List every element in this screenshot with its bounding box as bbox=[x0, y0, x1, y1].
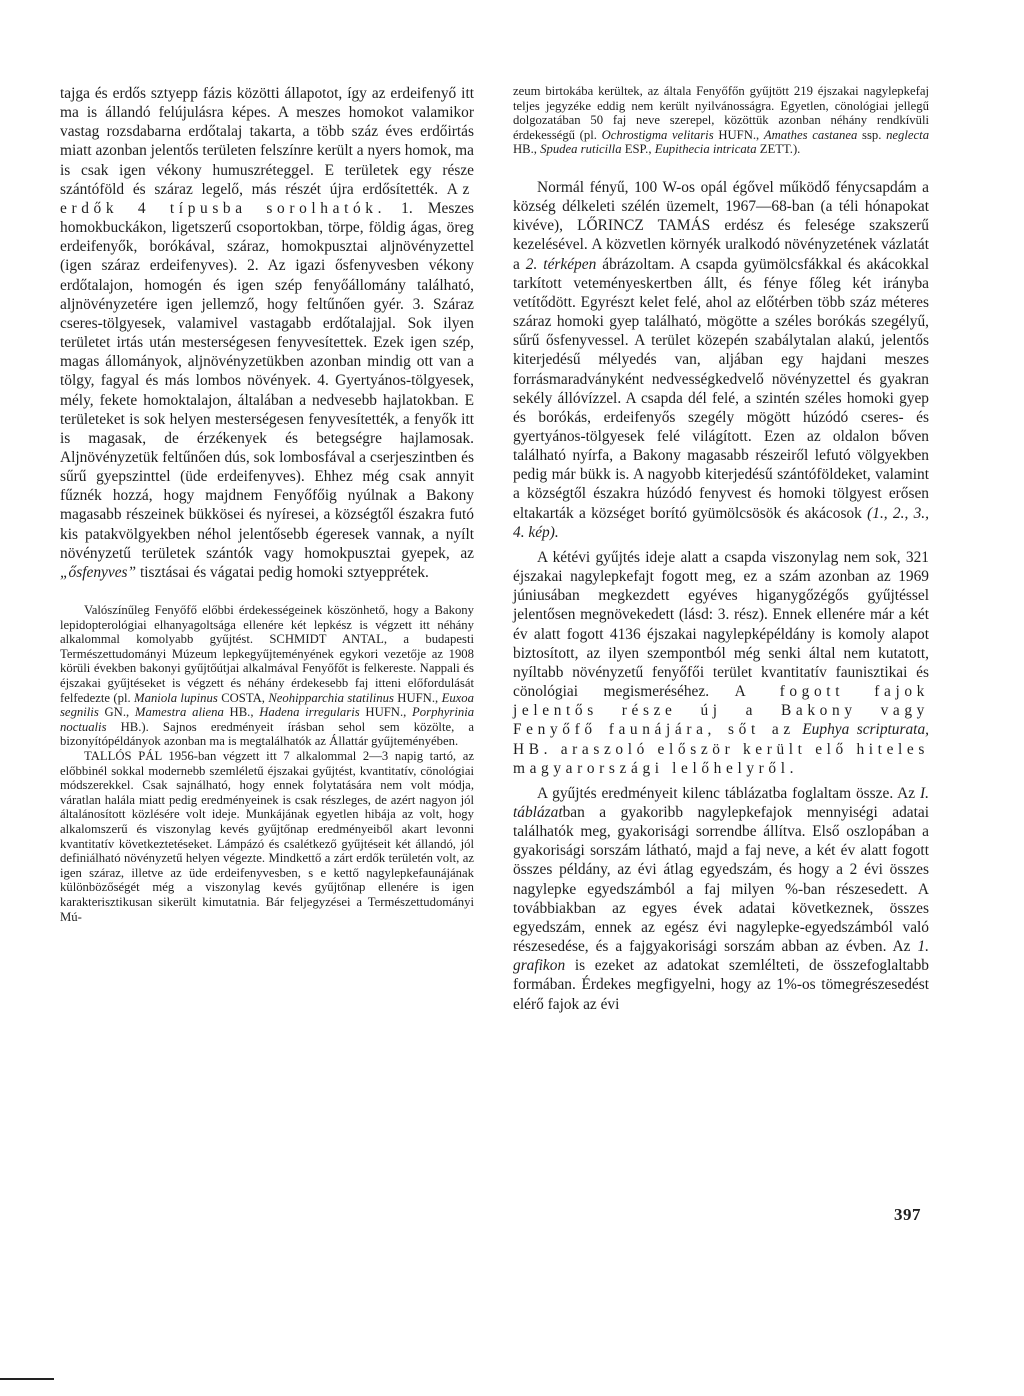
author-abbrev: HUFN., bbox=[365, 705, 407, 720]
spaced-emphasis-2: HB. araszoló először került elő hiteles magyarországi lelőhelyről. bbox=[513, 740, 929, 777]
species-name: Euphya scripturata, bbox=[802, 721, 929, 739]
page-number: 397 bbox=[894, 1205, 921, 1224]
species-name: Neohipparchia statilinus bbox=[268, 690, 394, 705]
species-name: Maniola lupinus bbox=[134, 690, 218, 705]
author-abbrev: HB., bbox=[229, 705, 254, 720]
collection-text: A kétévi gyűjtés ideje alatt a csapda viszonylag nem sok, 321 éjszakai nagylepkefajt fogott meg, ez a szám azonban az 1969 júniusában megkezdett egyéves higanygőzégős gyűjtéssel jelentősen megnövekedett (lásd: 3. rész). Ennek ellenére már a két év alatt fogott 4136 éjszakai nagylepképéldány is komoly alapot biztosított, az ilyen szempontból még senki által nem kutatott, nyíltabb növényzetű fenyőfői terület kvantitatív faunisztikai és cönológiai megismeréséhez. bbox=[513, 548, 929, 701]
left-column bbox=[60, 84, 474, 924]
species-name: Eupithecia intricata bbox=[654, 142, 757, 157]
species-name: neglecta bbox=[886, 127, 930, 142]
light-trap-text: Normál fényű, 100 W-os opál égővel működő fénycsapdám a község délkeleti szélén üzemelt, 1967—68-ban (a téli hónapokat kivéve), LŐRINCZ TAMÁS erdész és felesége szakszerű kezelésével. A közvetlen környék uralkodó növényzetének vázlatát a bbox=[513, 178, 929, 273]
corner-mark bbox=[0, 1378, 54, 1380]
tallos-continuation bbox=[513, 84, 929, 157]
results-text: A gyűjtés eredményeit kilenc táblázatba foglaltam össze. Az bbox=[537, 784, 916, 802]
author-abbrev: HB., bbox=[513, 142, 537, 157]
author-abbrev: ZETT.). bbox=[759, 142, 801, 157]
author-abbrev: GN., bbox=[104, 705, 130, 720]
schmidt-paragraph bbox=[60, 603, 474, 749]
species-name: Mamestra aliena bbox=[134, 705, 224, 720]
forest-types-paragraph bbox=[60, 84, 474, 582]
species-name: Euxoa segnilis bbox=[60, 690, 474, 720]
schmidt-text: Valószínűleg Fenyőfő előbbi érdekességeinek köszönhető, hogy a Bakony lepidopterológiai elhanyagoltsága ellenére két lepkész is végzett itt néhány alkalommal komolyabb gyűjtést. SCHMIDT ANTAL, a budapesti Természettudományi Múzeum lepkegyűjteményének egykori vezetője az 1908 körüli években bakonyi gyűjtőútjai alkalmával Fenyőfőt is felkereste. Nappali és éjszakai gyűjtéseket is végzett és néhány érdekesebb faj itteni előfordulását felfedezte (pl. bbox=[60, 603, 474, 705]
species-name: Ochrostigma velitaris bbox=[601, 127, 714, 142]
species-name: Porphyrinia noctualis bbox=[60, 705, 475, 734]
light-trap-text-2: ábrázoltam. A csapda gyümölcsfákkal és akácokkal tarkított veteményeskertben állt, és fénye főleg két irányba vetítődött. Egyrészt kelet felé, ahol az előtérben több száz méteres száraz homoki gyep található, mögötte a széles borókás szegélyű, sűrű ősfenyvessel. A terület közepén szabálytalan alakú, jelentős kiterjedésű mélyedés van, aljában egy hajdani meszes forrásmaradványként nedvességkedvelő növényzettel és gyakran sekély állóvízzel. A csapda dél felé, a szintén széles homoki gyep és borókás, erdeifenyős szegély mögött húzódó cseres- és gyertyános-tölgyesek felé világított. Ezen az oldalon bőven található nyírfa, a Bakony magasabb részeiről lefutó völgyekben pedig már bükk is. A nagyobb kiterjedésű szántóföldeket, valamint a községtől északra húzódó fenyvest és homoki tölgyest erősen eltakarták a községet borító gyümölcsösök és akácosok bbox=[513, 255, 929, 522]
forest-intro-text: tajga és erdős sztyepp fázis közötti állapotot, így az erdeifenyő itt ma is állandó felújulásra képes. A meszes homokot valamikor vastag rozsdabarna erdőtalaj takarta, a több száz éves erdőirtás miatt azonban jelentős területen felszínre került a nyers homok, ma is csak igen vékony humuszréteggel. E területek egy része szántóföld és száraz legelő, más részét újra erdősítették. bbox=[60, 85, 474, 198]
schmidt-text-end: HB.). Sajnos eredményeit írásban sehol sem közölte, a bizonyítópéldányok azonban ma is megtalálhatók az Állattár gyűjteményében. bbox=[60, 719, 474, 749]
author-abbrev: HUFN., bbox=[397, 690, 439, 705]
light-trap-paragraph bbox=[513, 178, 929, 542]
tallos-cont-text: zeum birtokába kerültek, az általa Fenyőfőn gyűjtött 219 éjszakai nagylepkefaj teljes jegyzéke eddig nem került nyilvánosságra. Egyetlen, cönológiai jellegű dolgozatában 50 faj neve szerepel, közöttük azonban néhány rendkívüli érdekességű (pl. bbox=[513, 84, 929, 142]
spaced-emphasis: A fogott fajok jelentős része új a Bakony vagy Fenyőfő faunájára, sőt az bbox=[513, 683, 929, 739]
forest-types-text: 1. Meszes homokbuckákon, ligetszerű csoportokban, törpe, földig ágas, öreg erdeifenyők, borókával, száraz, homokpusztai aljnövényzettel (igen száraz erdeifenyves). 2. Az igazi ősfenyvesben vékony erdőtalajon, homogén és igen szép fenyőállomány található, aljnövényzetére igen jellemző, hogy feltűnően gyér. 3. Száraz cseres-tölgyesek, valamivel vastagabb erdőtalajjal. Sok ilyen területet irtás után mesterségesen fenyvesítettek. Ezek igen szép, magas állományok, aljnövényzetükben azonban mindig ott van a tölgy, fagyal és más lombos növények. 4. Gyertyános-tölgyesek, mély, fekete homoktalajon, általában a nedvesebb hajlatokban. E területeket is sok helyen mesterségesen fenyvesítették, a fenyők itt is magasak, de érzékenyek és betegségre hajlamosak. Aljnövényzetük feltűnően dús, sok lombosfával a cserjeszintben és sűrű gyepszinttel (üde erdeifenyves). Ehhez még csak annyit fűznék hozzá, hogy majdnem Fenyőfőig nyúlnak a Bakony magasabb részeinek bükkösei és nyíresei, a községtől északra futó kis patakvölgyekben néhol jelentősebb égeresek vannak, a nyílt növényzetű területek szántók vagy homokpusztai gyepek, az bbox=[60, 199, 474, 562]
author-abbrev: COSTA, bbox=[221, 690, 265, 705]
species-name: Spudea ruticilla bbox=[540, 142, 622, 157]
map-reference: 2. térképen bbox=[525, 255, 597, 273]
collection-paragraph bbox=[513, 548, 929, 778]
graph-reference: 1. grafikon bbox=[513, 938, 929, 975]
tallos-paragraph: TALLÓS PÁL 1956-ban végzett itt 7 alkalommal 2—3 napig tartó, az előbbinél sokkal modernebb szemléletű éjszakai gyűjtést, kvantitatív, cönológiai módszerekkel. Csak sajnálható, hogy ennek folytatására nem volt módja, váratlan halála miatt pedig eredményeinek is csak részleges, de azért nagyon jól általánosított közlésére volt ideje. Munkájának egyetlen hibája az volt, hogy alkalomszerű és viszonylag kevés gyűjtőnap eredményeiből akart levonni kvantitatív következtetéseket. Lámpázó és csalétkező gyűjtéseit két állandó, jól definiálható növényzetű helyen végezte. Mindkettő a zárt erdők területén volt, az igen száraz, illetve az üde erdeifenyvesben, s e kettő nagylepkefaunájának különbözőségét még a viszonylag kevés gyűjtőnap ellenére is igen karakterisztikusan sikerült kimutatnia. Bár feljegyzései a Természettudományi Mú- bbox=[60, 749, 474, 924]
forest-types-heading: Az erdők 4 típusba sorolhatók. bbox=[60, 180, 474, 217]
forest-types-end: tisztásai és vágatai pedig homoki sztyepprétek. bbox=[139, 563, 429, 581]
ssp-abbrev: ssp. bbox=[862, 127, 882, 142]
table-reference: I. táblázat bbox=[513, 784, 929, 821]
author-abbrev: HUFN., bbox=[718, 127, 760, 142]
osfenyves-term: „ősfenyves” bbox=[60, 563, 137, 581]
results-text-2: ban a gyakoribb nagylepkefajok mennyiségi adatai találhatók meg, gyakorisági sorrendbe állítva. Első oszlopában a gyakorisági sorszám látható, majd a faj neve, a két év alatt fogott összes példány, az évi átlag egyedszám, és hogy a 2 évi összes nagylepke egyedszámból a faj milyen %-ban részesedett. A továbbiakban az egyes évek adatai következnek, összes egyedszám, ennek az egész évi nagylepke-egyedszámból való részesedése, és a fajgyakorisági sorszám abban az évben. Az bbox=[513, 803, 929, 956]
species-name: Hadena irregularis bbox=[259, 705, 360, 720]
species-name: Amathes castanea bbox=[763, 127, 858, 142]
photo-reference: (1., 2., 3., 4. kép). bbox=[513, 504, 929, 541]
author-abbrev: ESP., bbox=[624, 142, 652, 157]
results-text-3: is ezeket az adatokat szemlélteti, de összefoglaltabb formában. Érdekes megfigyelni, hogy az 1%-os tömegrészesedést elérő fajok az évi bbox=[513, 957, 929, 1013]
right-column bbox=[513, 84, 929, 1014]
results-paragraph bbox=[513, 784, 929, 1014]
